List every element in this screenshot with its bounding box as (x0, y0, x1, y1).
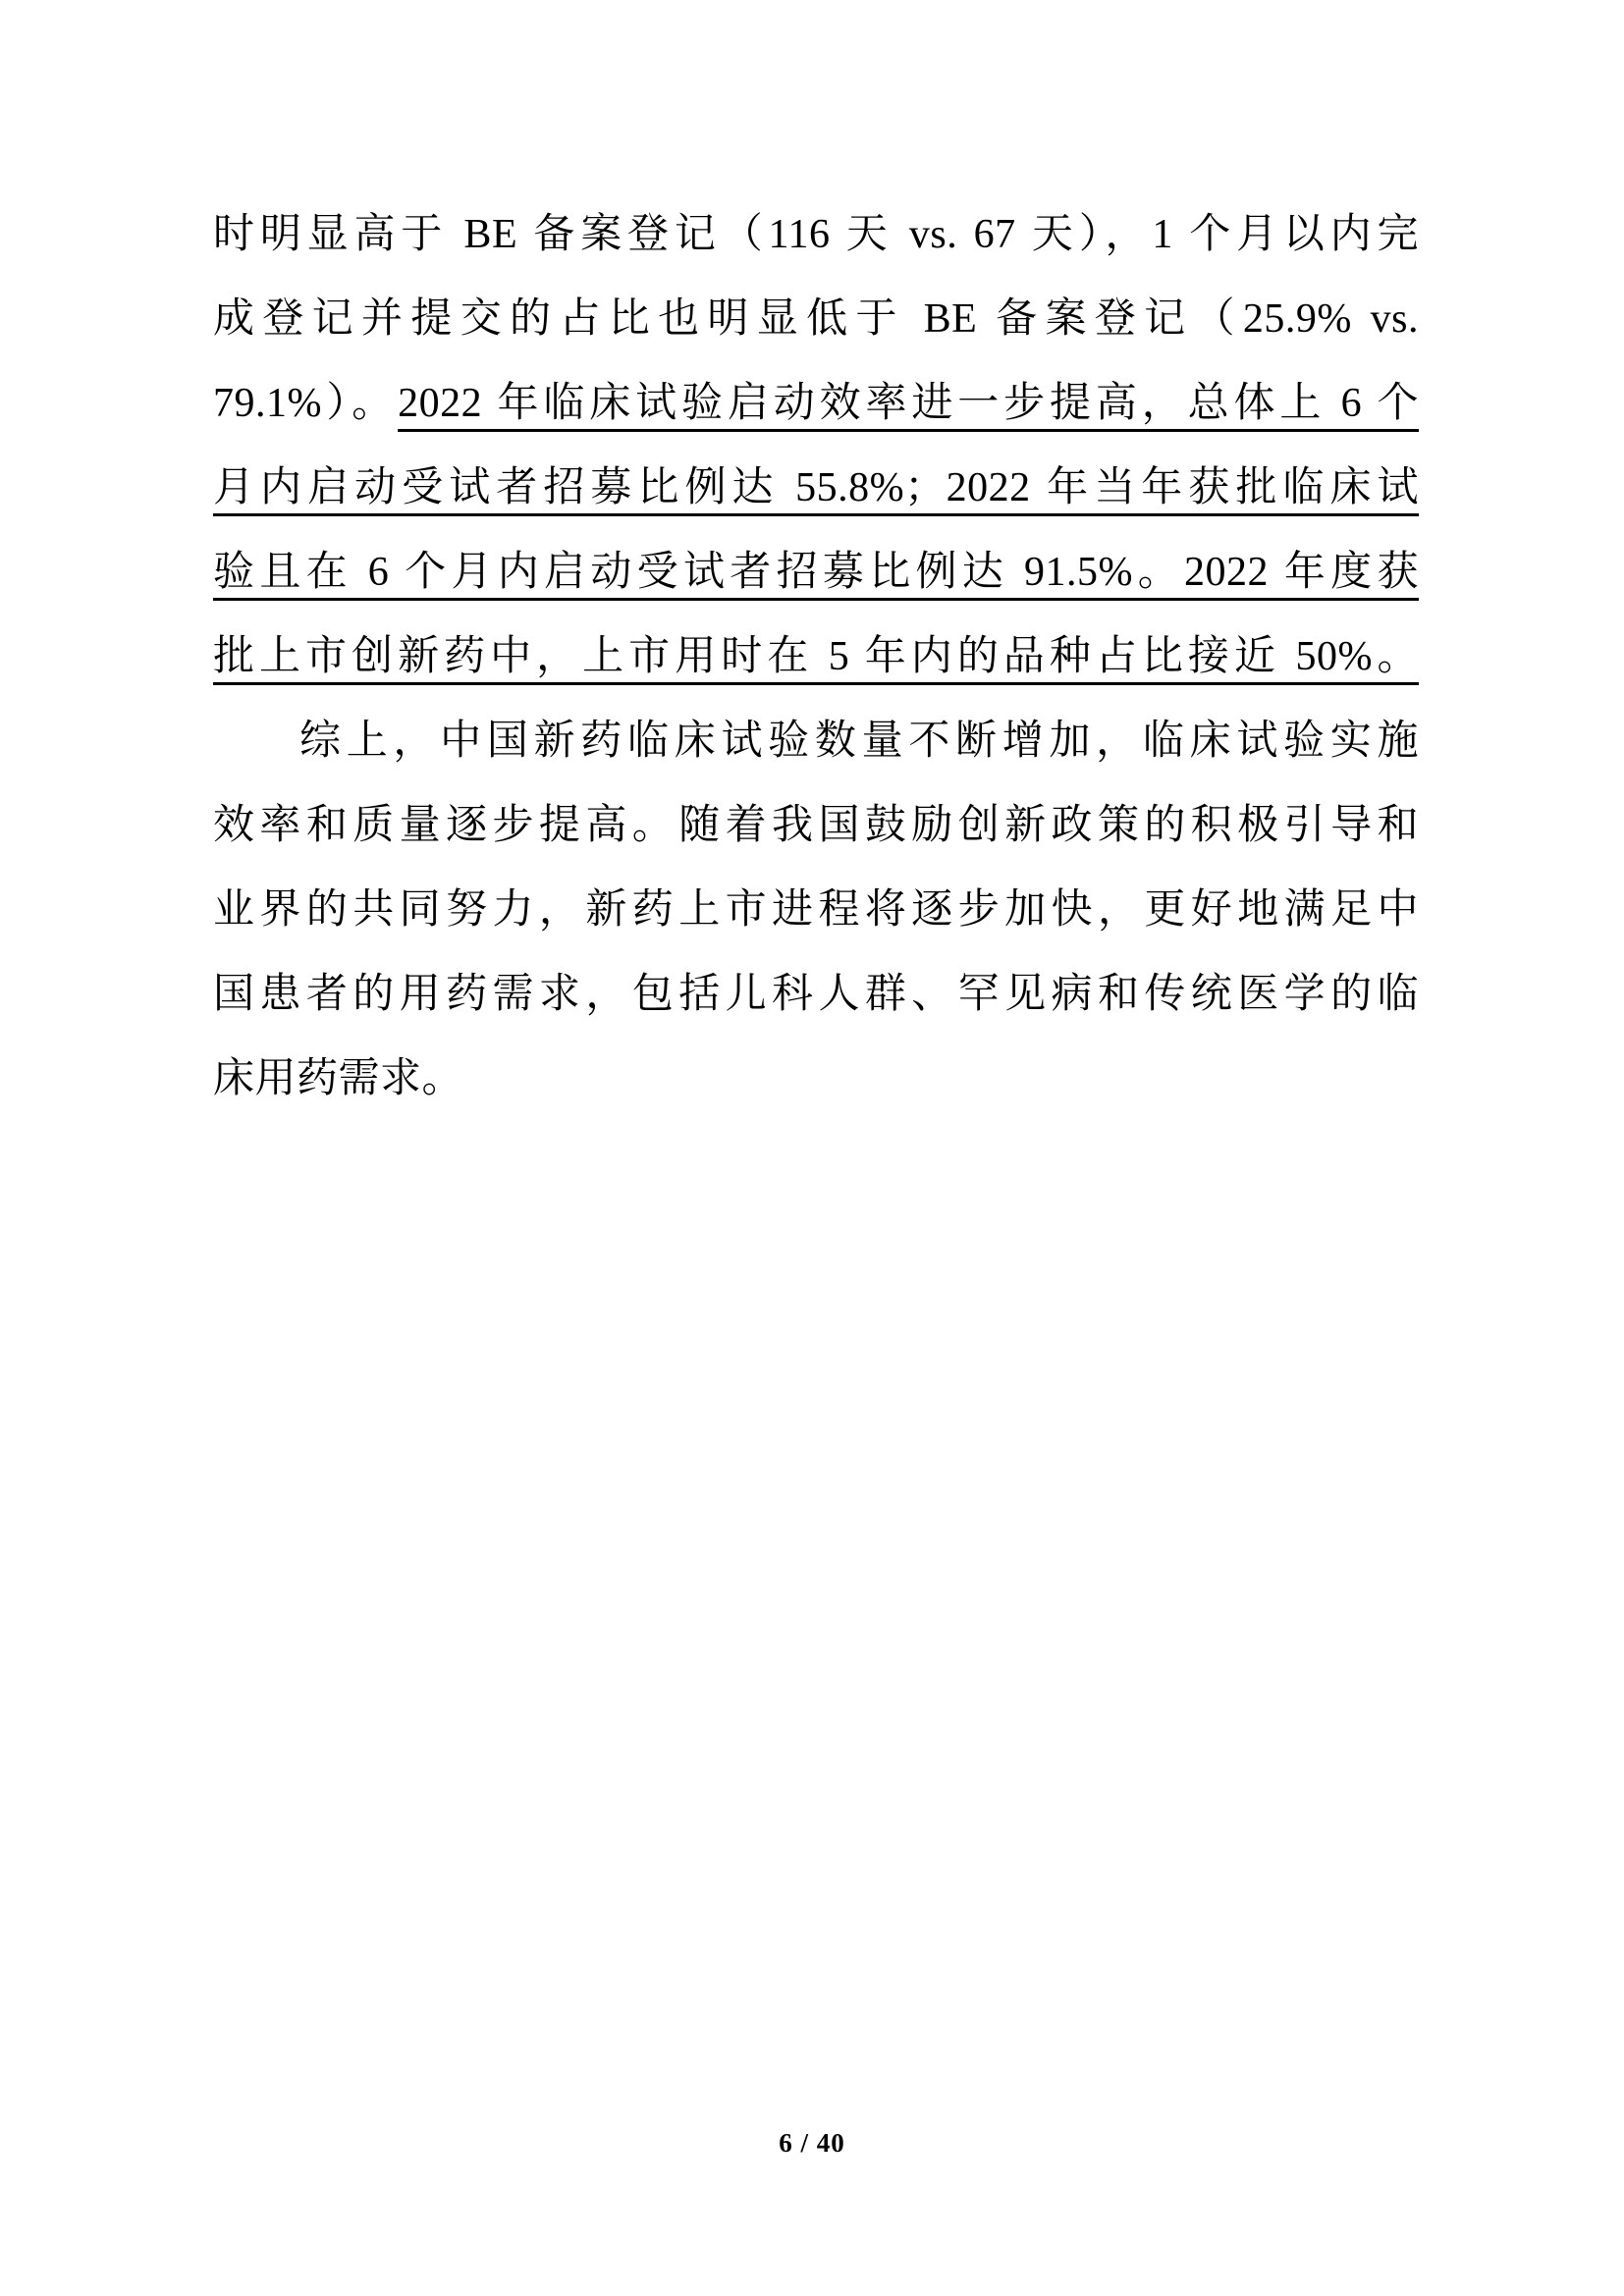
underlined-text: 2022 年临床试验启动效率进一步提高，总体上 6 个 (398, 381, 1419, 426)
body-text: 国患者的用药需求，包括儿科人群、罕见病和传统医学的临 (213, 972, 1419, 1017)
text-line (213, 446, 1419, 530)
underlined-text: 验且在 6 个月内启动受试者招募比例达 91.5%。2022 年度获 (213, 550, 1419, 595)
paragraph (213, 192, 1419, 699)
text-line (213, 192, 1419, 277)
text-line (213, 277, 1419, 361)
body-text: 综上，中国新药临床试验数量不断增加，临床试验实施 (299, 719, 1419, 764)
paragraph (213, 699, 1419, 1121)
body-text: 效率和质量逐步提高。随着我国鼓励创新政策的积极引导和 (213, 803, 1419, 848)
underlined-text: 月内启动受试者招募比例达 55.8%；2022 年当年获批临床试 (213, 465, 1419, 510)
text-line (213, 952, 1419, 1037)
body-text: 床用药需求。 (213, 1056, 464, 1101)
text-line (213, 530, 1419, 614)
body-text: 成登记并提交的占比也明显低于 BE 备案登记（25.9% vs. (213, 296, 1419, 342)
page-number: 6 / 40 (779, 2128, 845, 2158)
text-line (213, 868, 1419, 952)
document-body (213, 192, 1419, 1121)
text-line (213, 699, 1419, 783)
text-line (213, 361, 1419, 446)
body-text: 79.1%）。 (213, 381, 399, 426)
body-text: 时明显高于 BE 备案登记（116 天 vs. 67 天），1 个月以内完 (213, 212, 1419, 257)
underlined-text: 批上市创新药中，上市用时在 5 年内的品种占比接近 50%。 (213, 634, 1419, 679)
body-text: 业界的共同努力，新药上市进程将逐步加快，更好地满足中 (213, 887, 1419, 933)
page-footer (0, 2128, 1624, 2159)
text-line (213, 1037, 1419, 1121)
text-line (213, 783, 1419, 868)
text-line (213, 614, 1419, 699)
